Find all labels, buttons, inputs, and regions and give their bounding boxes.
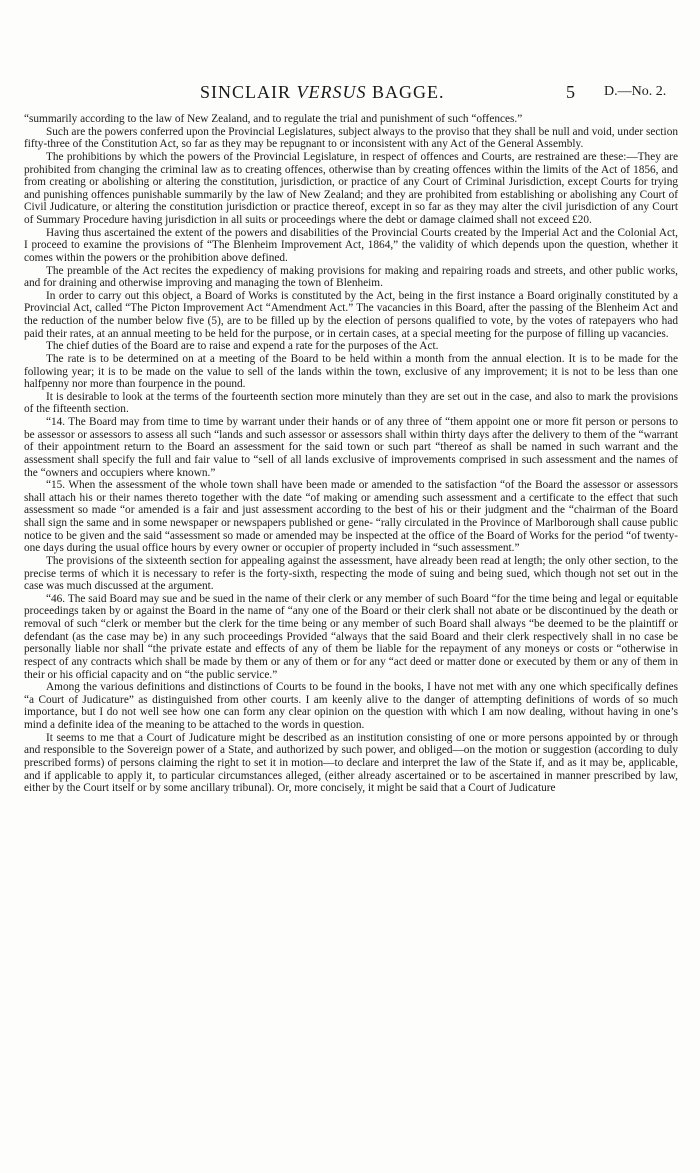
title-defendant: BAGGE. xyxy=(372,82,445,102)
quoted-section-15: “15. When the assessment of the whole town shall have been made or amended to the satisfaction “of the Board the assessor or assessors shall attach his or their names thereto together with the date “of making or amending such assessment and a certificate to the effect that such assessment so made “or amended is a fair and just assessment according to the best of his or their judgment and the “chairman of the Board shall sign the same and in some newspaper or newspapers published or gene- “rally circulated in the Province of Marlborough shall cause public notice to be given and the said “assessment so made or amended may be inspected at the office of the Board of Works for the period “of twenty-one days during the usual office hours by every owner or occupier of property included in “such assessment.” xyxy=(24,479,678,555)
paragraph: The provisions of the sixteenth section for appealing against the assessment, have already been read at length; the only other section, to the precise terms of which it is necessary to refer is the forty-sixth, respecting the mode of suing and being sued, which though not set out in the case was much discussed at the argument. xyxy=(24,554,678,593)
title-versus: VERSUS xyxy=(296,82,367,102)
paragraph: Having thus ascertained the extent of the powers and disabilities of the Provincial Courts created by the Imperial Act and the Colonial Act, I proceed to examine the provisions of “The Blenheim Improvement Act, 1864,” the validity of which depends upon the question, whether it comes within the powers or the prohibition above defined. xyxy=(24,226,678,264)
paragraph: “summarily according to the law of New Zealand, and to regulate the trial and punishment of such “offences.” xyxy=(24,113,523,125)
paragraph: The chief duties of the Board are to raise and expend a rate for the purposes of the Act. xyxy=(46,340,439,353)
running-header xyxy=(0,82,700,104)
quoted-section-14: “14. The Board may from time to time by warrant under their hands or of any three of “them appoint one or more fit person or persons to be assessor or assessors to assess all such “lands and such assessor or assessors shall within thirty days after the delivery to them of the “warrant of their appointment return to the Board an assessment for the said town or such part “thereof as shall be named in such warrant and the assessment shall specify the full and fair value to “sell of all lands exclusive of improvements comprised in such assessment and the names of the “owners and occupiers where known.” xyxy=(24,416,678,479)
paragraph: The prohibitions by which the powers of the Provincial Legislature, in respect of offences and Courts, are restrained are these:—They are prohibited from changing the criminal law as to creating offences, otherwise than by creating offences within the limits of the Act of 1856, and from creating or abolishing or altering the constitution, jurisdiction, or practice of any Court of Criminal Jurisdiction, except Courts for trying and punishing offences punishable summarily by the law of New Zealand; and they are prohibited from establishing or abolishing any Court of Civil Judicature, or altering the constitution jurisdiction or practice thereof, except in so far as they may alter the civil jurisdiction of any Court of Summary Procedure having jurisdiction in all suits or proceedings where the debt or damage claimed shall not exceed £20. xyxy=(24,150,678,226)
paragraph: The preamble of the Act recites the expediency of making provisions for making and repairing roads and streets, and other public works, and for draining and otherwise improving and managing the town of Blenheim. xyxy=(24,264,678,290)
paragraph: Such are the powers conferred upon the Provincial Legislatures, subject always to the proviso that they shall be null and void, under section fifty-three of the Constitution Act, so far as they may be repugnant to or inconsistent with any Act of the General Assembly. xyxy=(24,125,678,151)
paragraph: It is desirable to look at the terms of the fourteenth section more minutely than they are set out in the case, and also to mark the provisions of the fifteenth section. xyxy=(24,390,678,416)
body-text xyxy=(24,113,678,795)
paragraph: The rate is to be determined on at a meeting of the Board to be held within a month from the annual election. It is to be made for the following year; it is to be made on the value to sell of the lands within the town, exclusive of any improvement; it is not to be less than one halfpenny nor more than fourpence in the pound. xyxy=(24,352,678,391)
paragraph: In order to carry out this object, a Board of Works is constituted by the Act, being in the first instance a Board originally constituted by a Provincial Act, called “The Picton Improvement Act “Amendment Act.” The vacancies in this Board, after the passing of the Blenheim Act and the reduction of the number below five (5), are to be filled up by the election of persons qualified to vote, by the votes of ratepayers who had paid their rates, at an annual meeting to be held for the purpose, or in certain cases, at a special meeting for the purpose of filling up vacancies. xyxy=(24,289,678,340)
quoted-section-46: “46. The said Board may sue and be sued in the name of their clerk or any member of such Board “for the time being and legal or equitable proceedings taken by or against the Board in the name of “any one of the Board or their clerk shall not abate or be discontinued by the death or removal of such “clerk or member but the clerk for the time being or any member of such Board shall always “be deemed to be the plaintiff or defendant (as the case may be) in any such proceedings Provided “always that the said Board and their clerk respectively shall in no case be personally liable nor shall “the private estate and effects of any of them be liable for the repayment of any moneys or costs or “otherwise in respect of any contracts which shall be made by them or any of them or for any “act deed or matter done or executed by them or any of them in their or his official capacity and on “the public service.” xyxy=(24,592,678,681)
page-number: 5 xyxy=(566,82,575,102)
paragraph: Among the various definitions and distinctions of Courts to be found in the books, I have not met with any one which specifically defines “a Court of Judicature” as distinguished from other courts. I am keenly alive to the danger of attempting definitions of words of so much importance, but I do not well see how one can form any clear opinion on the question with which I am now dealing, without having in one’s mind a definite idea of the meaning to be attached to the words in question. xyxy=(24,681,678,731)
running-title xyxy=(200,82,445,103)
document-reference: D.—No. 2. xyxy=(604,84,667,99)
title-plaintiff: SINCLAIR xyxy=(200,82,292,102)
paragraph: It seems to me that a Court of Judicature might be described as an institution consisting of one or more persons appointed by or through and responsible to the Sovereign power of a State, and authorized by such power, and obliged—on the motion or suggestion (according to duly prescribed forms) of persons claiming the right to set it in motion—to declare and interpret the law of the State if, and as it may be, applicable, and if applicable to apply it, to particular circumstances alleged, (either already ascertained or to be ascertained in manner prescribed by law, either by the Court itself or by some ancillary tribunal). Or, more concisely, it might be said that a Court of Judicature xyxy=(24,731,678,795)
